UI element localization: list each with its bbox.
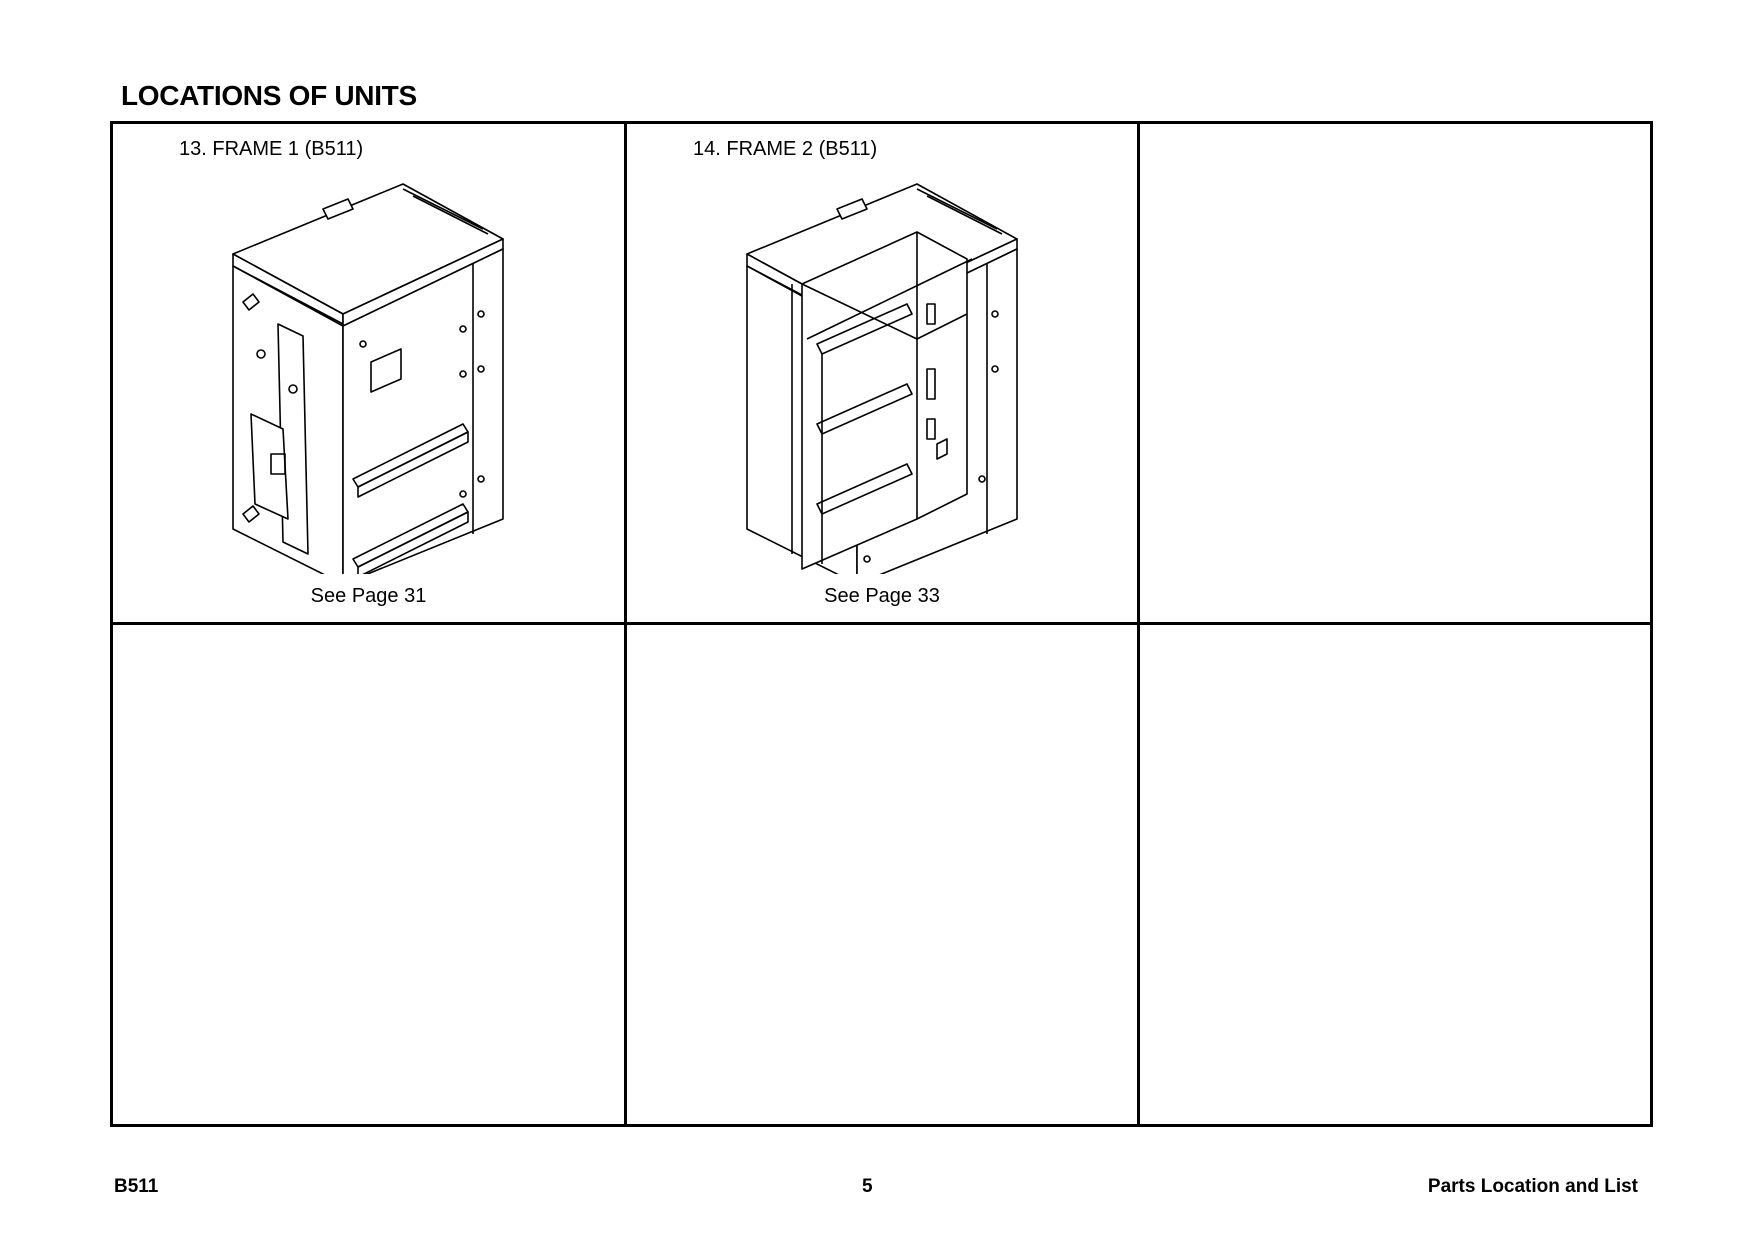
footer-model: B511 [114,1176,159,1197]
unit-cell-frame-1[interactable] [113,124,627,625]
page-title: LOCATIONS OF UNITS [121,80,417,111]
see-page-link[interactable]: See Page 31 [310,585,427,607]
frame-2-illustration-icon [737,174,1037,574]
unit-title: 13. FRAME 1 (B511) [179,138,364,160]
empty-cell [1140,124,1650,625]
empty-cell [1140,625,1650,1124]
unit-title: 14. FRAME 2 (B511) [693,138,878,160]
footer-section: Parts Location and List [1427,1176,1638,1197]
empty-cell [627,625,1140,1124]
frame-1-illustration-icon [223,174,523,574]
empty-cell [113,625,627,1124]
units-grid [110,121,1653,1127]
footer-page-number: 5 [862,1176,873,1197]
see-page-link[interactable]: See Page 33 [824,585,940,607]
unit-cell-frame-2[interactable] [627,124,1140,625]
